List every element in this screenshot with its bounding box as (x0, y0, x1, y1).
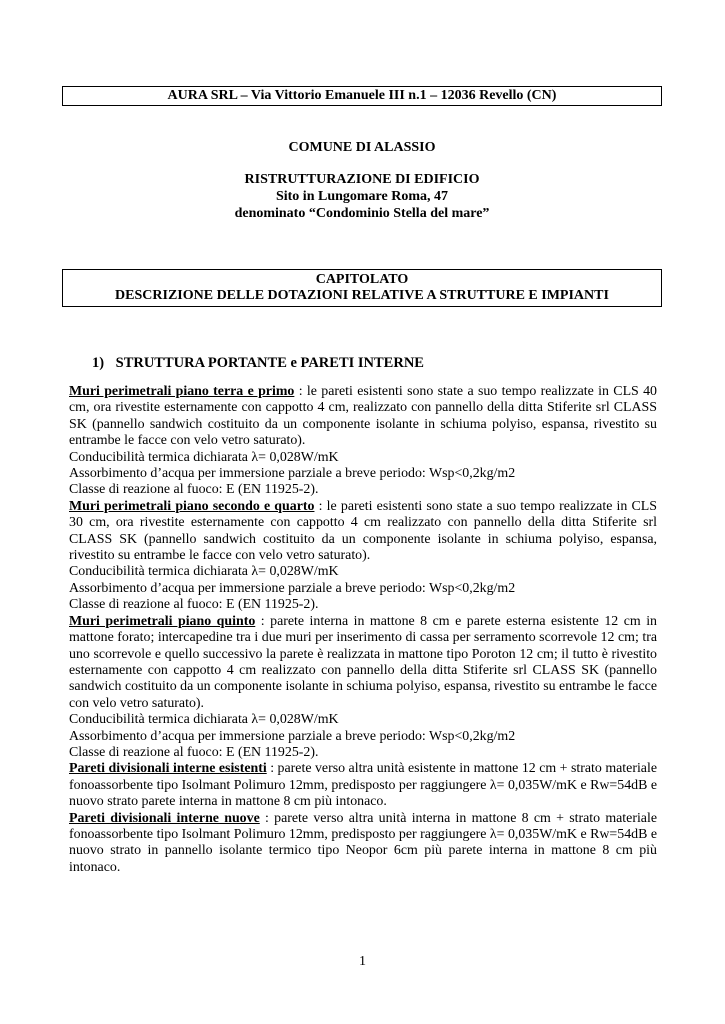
company-header-box (62, 86, 662, 106)
pareti-esistenti-text: : parete verso altra unità esistente in mattone 12 cm + strato materiale fonoassorbente tipo Isolmant Polimuro 12mm, predisposto per raggiungere λ= 0,035W/mK e Rw=54dB e nuovo strato parete interna in mattone 8 cm più intonaco. (69, 761, 657, 810)
comune-title: COMUNE DI ALASSIO (288, 140, 436, 155)
capitolato-box (62, 269, 662, 307)
project-site: Sito in Lungomare Roma, 47 (275, 189, 449, 204)
page-number: 1 (359, 954, 366, 969)
pareti-nuove-paragraph (69, 811, 657, 877)
muri-quinto-conducibilita: Conducibilità termica dichiarata λ= 0,028W/mK (69, 712, 339, 728)
capitolato-subtitle: DESCRIZIONE DELLE DOTAZIONI RELATIVE A STRUTTURE E IMPIANTI (115, 288, 609, 303)
section-content (69, 384, 657, 876)
section-title: STRUTTURA PORTANTE e PARETI INTERNE (115, 355, 424, 371)
muri-quinto-classe: Classe di reazione al fuoco: E (EN 11925-2). (69, 744, 319, 760)
muri-secondo-text: : le pareti esistenti sono state a suo tempo realizzate in CLS 30 cm, ora rivestite esternamente con cappotto 4 cm realizzato con pannello della ditta Stiferite srl CLASS SK (pannello sandwich costituito da un componente isolante in schiuma polyiso, espansa, rivestito su entrambe le facce con velo vetro saturato). (69, 498, 657, 564)
company-header: AURA SRL – Via Vittorio Emanuele III n.1 – 12036 Revello (CN) (167, 88, 557, 103)
pareti-nuove-text: : parete verso altra unità interna in mattone 8 cm + strato materiale fonoassorbente tipo Isolmant Polimuro 12mm, predisposto per raggiungere λ= 0,035W/mK e Rw=54dB e nuovo strato in pannello isolante termico tipo Neopor 6cm più parete interna in mattone 8 cm più intonaco. (69, 810, 657, 875)
muri-quinto-text: : parete interna in mattone 8 cm e parete esterna esistente 12 cm in mattone forato; intercapedine tra i due muri per inserimento di cassa per serramento scorrevole 12 cm; tra uno scorrevole e quello successivo la parete è realizzata in mattone tipo Poroton 12 cm; il tutto è rivestito esternamente con cappotto 4 cm realizzato con pannello della ditta Stiferite srl CLASS SK (pannello sandwich costituito da un componente isolante in schiuma polyiso, espansa, rivestito su entrambe le facce con velo vetro saturato). (69, 613, 657, 711)
muri-quinto-assorbimento: Assorbimento d’acqua per immersione parziale a breve periodo: Wsp<0,2kg/m2 (69, 728, 516, 744)
muri-secondo-paragraph (69, 499, 657, 565)
muri-terra-assorbimento: Assorbimento d’acqua per immersione parziale a breve periodo: Wsp<0,2kg/m2 (69, 466, 516, 482)
section-number: 1) (92, 355, 105, 371)
muri-quinto-term: Muri perimetrali piano quinto (69, 613, 256, 629)
muri-terra-conducibilita: Conducibilità termica dichiarata λ= 0,028W/mK (69, 449, 339, 465)
muri-secondo-term: Muri perimetrali piano secondo e quarto (69, 498, 315, 514)
pareti-nuove-term: Pareti divisionali interne nuove (69, 810, 260, 826)
muri-quinto-paragraph (69, 614, 657, 712)
muri-terra-paragraph (69, 384, 657, 450)
muri-terra-classe: Classe di reazione al fuoco: E (EN 11925-2). (69, 482, 319, 498)
pareti-esistenti-term: Pareti divisionali interne esistenti (69, 761, 267, 777)
project-title: RISTRUTTURAZIONE DI EDIFICIO (244, 172, 480, 187)
muri-secondo-conducibilita: Conducibilità termica dichiarata λ= 0,028W/mK (69, 564, 339, 580)
section-heading (92, 355, 424, 372)
project-name: denominato “Condominio Stella del mare” (234, 206, 490, 221)
capitolato-title: CAPITOLATO (315, 272, 409, 287)
muri-secondo-assorbimento: Assorbimento d’acqua per immersione parziale a breve periodo: Wsp<0,2kg/m2 (69, 580, 516, 596)
muri-secondo-classe: Classe di reazione al fuoco: E (EN 11925-2). (69, 597, 319, 613)
project-block (62, 171, 662, 222)
muri-terra-text: : le pareti esistenti sono state a suo tempo realizzate in CLS 40 cm, ora rivestite esternamente con cappotto 4 cm, realizzato con pannello della ditta Stiferite srl CLASS SK (pannello sandwich costituito da un componente isolante in schiuma polyiso, espansa, rivestito su entrambe le facce con velo vetro saturato). (69, 384, 658, 449)
pareti-esistenti-paragraph (69, 761, 657, 810)
muri-terra-term: Muri perimetrali piano terra e primo (69, 384, 295, 399)
